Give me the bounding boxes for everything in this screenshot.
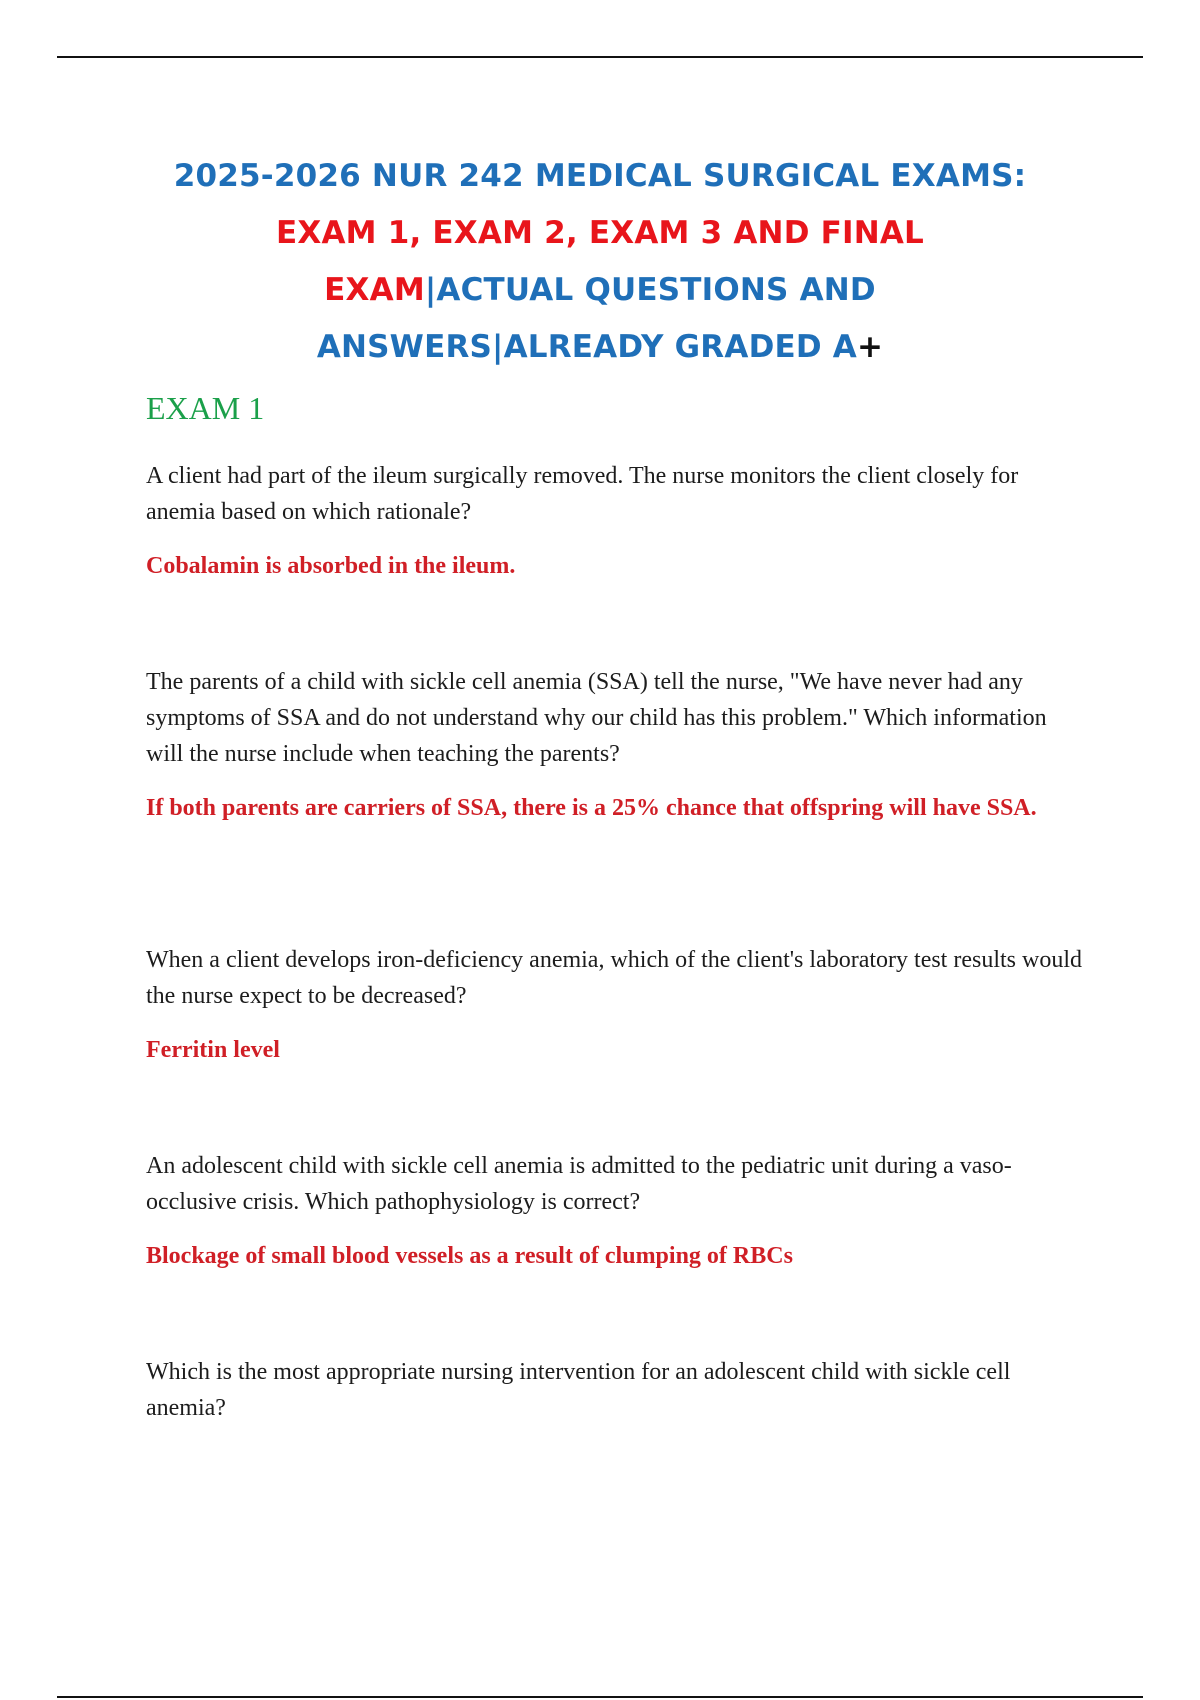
title-line-3: [60, 262, 1140, 319]
title-line-4-blue: ANSWERS|ALREADY GRADED A: [316, 329, 857, 365]
answer-2: If both parents are carriers of SSA, there is a 25% chance that offspring will have SSA.: [146, 795, 1037, 821]
qa-item-2: [146, 664, 1086, 826]
title-line-4-plus: +: [857, 329, 884, 365]
document-title: [60, 148, 1140, 376]
top-divider: [57, 56, 1143, 58]
section-heading-exam-1: EXAM 1: [146, 390, 265, 426]
title-line-3-red: EXAM: [324, 272, 425, 308]
bottom-divider: [57, 1696, 1143, 1698]
question-5: Which is the most appropriate nursing intervention for an adolescent child with sickle cell anemia?: [146, 1359, 1011, 1421]
question-4: An adolescent child with sickle cell anemia is admitted to the pediatric unit during a vaso-occlusive crisis. Which pathophysiology is correct?: [146, 1153, 1012, 1215]
title-line-2: EXAM 1, EXAM 2, EXAM 3 AND FINAL: [275, 215, 925, 251]
question-2: The parents of a child with sickle cell anemia (SSA) tell the nurse, "We have never had any symptoms of SSA and do not understand why our child has this problem." Which information will the nurse include when teaching the parents?: [146, 669, 1047, 767]
answer-1: Cobalamin is absorbed in the ileum.: [146, 553, 516, 579]
title-line-1: 2025-2026 NUR 242 MEDICAL SURGICAL EXAMS:: [173, 158, 1027, 194]
answer-4: Blockage of small blood vessels as a result of clumping of RBCs: [146, 1243, 793, 1269]
title-line-4: [60, 319, 1140, 376]
qa-item-1: [146, 458, 1086, 584]
qa-item-3: [146, 942, 1086, 1068]
answer-3: Ferritin level: [146, 1037, 280, 1063]
question-1: A client had part of the ileum surgically removed. The nurse monitors the client closely for anemia based on which rationale?: [146, 463, 1019, 525]
qa-item-4: [146, 1148, 1086, 1274]
question-3: When a client develops iron-deficiency anemia, which of the client's laboratory test results would the nurse expect to be decreased?: [146, 947, 1083, 1009]
qa-item-5: [146, 1354, 1086, 1426]
title-line-3-blue: |ACTUAL QUESTIONS AND: [424, 272, 876, 308]
